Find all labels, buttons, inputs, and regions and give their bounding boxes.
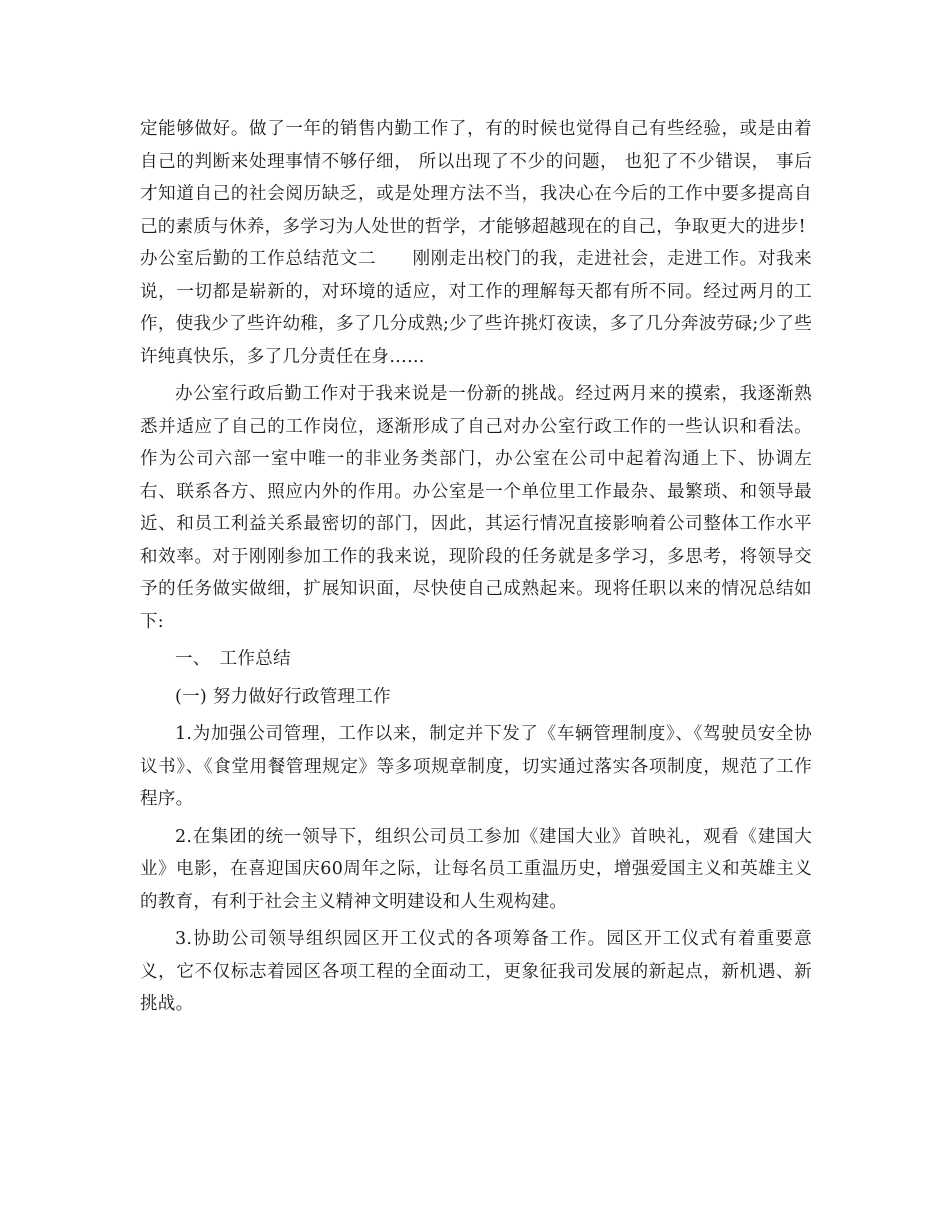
paragraph-2: 办公室后勤的工作总结范文二 刚刚走出校门的我，走进社会，走进工作。对我来说，一切都是崭新的，对环境的适应，对工作的理解每天都有所不同。经过两月的工作，使我少了些许幼稚，多了几分成熟;少了些许挑灯夜读，多了几分奔波劳碌;少了些许纯真快乐，多了几分责任在身…… bbox=[140, 249, 812, 367]
paragraph-1: 定能够做好。做了一年的销售内勤工作了，有的时候也觉得自己有些经验，或是由着自己的判断来处理事情不够仔细， 所以出现了不少的问题， 也犯了不少错误， 事后才知道自己的社会阅历缺乏，或是处理方法不当，我决心在今后的工作中要多提高自己的素质与休养，多学习为人处世的哲学，才能够超越现在的自己，争取更大的进步! bbox=[140, 119, 812, 237]
list-item-1: 1.为加强公司管理，工作以来，制定并下发了《车辆管理制度》、《驾驶员安全协议书》、《食堂用餐管理规定》等多项规章制度，切实通过落实各项制度，规范了工作程序。 bbox=[140, 724, 812, 809]
subsection-heading: (一) 努力做好行政管理工作 bbox=[175, 686, 391, 707]
paragraph-3: 办公室行政后勤工作对于我来说是一份新的挑战。经过两月来的摸索，我逐渐熟悉并适应了自己的工作岗位，逐渐形成了自己对办公室行政工作的一些认识和看法。作为公司六部一室中唯一的非业务类部门，办公室在公司中起着沟通上下、协调左右、联系各方、照应内外的作用。办公室是一个单位里工作最杂、最繁琐、和领导最近、和员工利益关系最密切的部门，因此，其运行情况直接影响着公司整体工作水平和效率。对于刚刚参加工作的我来说，现阶段的任务就是多学习，多思考，将领导交予的任务做实做细，扩展知识面，尽快使自己成熟起来。现将任职以来的情况总结如下: bbox=[140, 384, 812, 632]
list-item-3: 3.协助公司领导组织园区开工仪式的各项筹备工作。园区开工仪式有着重要意义，它不仅标志着园区各项工程的全面动工，更象征我司发展的新起点，新机遇、新挑战。 bbox=[140, 929, 812, 1014]
document-page bbox=[140, 113, 812, 1021]
list-item-2: 2.在集团的统一领导下，组织公司员工参加《建国大业》首映礼，观看《建国大业》电影，在喜迎国庆60周年之际，让每名员工重温历史，增强爱国主义和英雄主义的教育，有利于社会主义精神文明建设和人生观构建。 bbox=[140, 826, 812, 912]
section-heading: 一、 工作总结 bbox=[175, 649, 291, 669]
